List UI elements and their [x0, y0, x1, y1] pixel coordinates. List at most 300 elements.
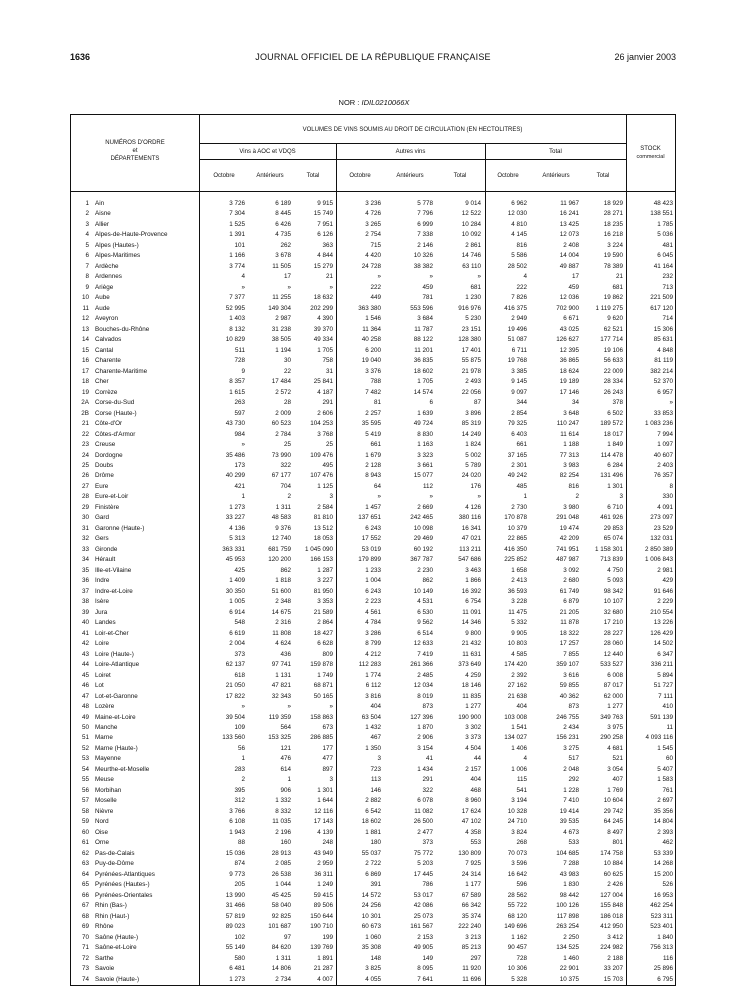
cell-total-aoc: 202 299 — [310, 304, 333, 312]
cell-anterieurs-autres: 6 078 — [417, 797, 433, 805]
cell-total-autres: 17 401 — [461, 346, 481, 354]
cell-anterieurs-total: 14 004 — [559, 252, 579, 260]
cell-octobre-total: 10 306 — [507, 965, 527, 973]
cell-octobre-total: 10 803 — [507, 640, 527, 648]
cell-anterieurs-autres: 1 705 — [417, 378, 433, 386]
cell-anterieurs-aoc: 28 — [283, 399, 291, 407]
cell-anterieurs-aoc: 97 741 — [271, 661, 291, 669]
cell-octobre-total: 11 475 — [508, 608, 527, 616]
department-name: Savoie — [95, 965, 115, 973]
cell-total-total: 18 235 — [603, 220, 623, 228]
department-name: Gard — [95, 514, 109, 522]
cell-total-total: 15 703 — [603, 975, 623, 983]
cell-octobre-autres: 2 128 — [365, 462, 381, 469]
cell-anterieurs-total: 2 680 — [563, 577, 579, 585]
cell-octobre-total: 115 — [516, 776, 527, 784]
cell-stock: 40 607 — [653, 451, 673, 459]
cell-total-autres: 130 809 — [458, 849, 481, 857]
cell-anterieurs-aoc: 6 189 — [275, 200, 291, 207]
stock-header-line-2: commercial — [636, 154, 665, 160]
department-code: 24 — [81, 451, 89, 459]
cell-anterieurs-autres: 42 086 — [413, 902, 433, 910]
department-code: 15 — [81, 346, 89, 354]
cell-octobre-autres: 5 419 — [365, 430, 381, 438]
cell-total-autres: 4 259 — [465, 671, 481, 679]
department-code: 47 — [81, 692, 89, 700]
cell-anterieurs-autres: 8 019 — [417, 692, 433, 700]
department-name: Eure-et-Loir — [95, 493, 129, 501]
cell-octobre-autres: 1 233 — [365, 566, 381, 574]
cell-total-total: 78 389 — [603, 262, 623, 270]
cell-anterieurs-autres: 3 661 — [417, 462, 433, 469]
cell-anterieurs-aoc: 8 445 — [275, 210, 291, 218]
cell-total-total: 6 502 — [607, 409, 623, 417]
cell-total-total: 1 119 275 — [595, 304, 623, 312]
cell-total-autres: 297 — [470, 954, 481, 962]
cell-anterieurs-aoc: 28 913 — [271, 849, 291, 857]
order-header — [71, 139, 199, 163]
department-name: Eure — [95, 482, 109, 490]
cell-total-total: 28 334 — [603, 378, 623, 386]
cell-stock: 41 164 — [653, 262, 673, 270]
cell-octobre-aoc: 21 050 — [225, 682, 245, 690]
cell-anterieurs-autres: 2 153 — [417, 933, 433, 941]
cell-octobre-autres: 391 — [370, 881, 381, 889]
cell-total-total: 16 218 — [603, 231, 623, 239]
cell-octobre-autres: » — [377, 493, 381, 501]
cell-octobre-total: 7 826 — [511, 294, 527, 302]
table-row — [71, 817, 675, 827]
cell-octobre-autres: 53 019 — [361, 545, 381, 553]
table-row — [71, 681, 675, 691]
cell-anterieurs-aoc: » — [287, 703, 291, 711]
cell-octobre-aoc: 10 829 — [225, 336, 245, 344]
department-code: 32 — [81, 535, 89, 543]
table-row — [71, 398, 675, 408]
cell-total-aoc: 673 — [322, 724, 333, 731]
cell-total-autres: 373 649 — [458, 661, 481, 669]
cell-octobre-autres: 715 — [370, 241, 381, 249]
cell-anterieurs-aoc: 1 — [287, 776, 291, 784]
cell-octobre-total: 28 562 — [507, 891, 527, 899]
cell-octobre-aoc: 15 036 — [225, 849, 245, 857]
cell-stock: 2 850 389 — [644, 545, 673, 553]
cell-total-aoc: 31 — [325, 367, 333, 375]
cell-anterieurs-total: 2 408 — [563, 241, 579, 249]
cell-total-aoc: 291 — [322, 399, 333, 407]
cell-anterieurs-total: 3 275 — [563, 744, 579, 752]
cell-stock: 330 — [662, 493, 673, 501]
cell-octobre-aoc: 1 391 — [229, 231, 245, 239]
cell-total-aoc: 39 370 — [313, 325, 333, 333]
cell-octobre-autres: 4 784 — [365, 619, 381, 627]
cell-anterieurs-total: 19 189 — [559, 378, 579, 386]
cell-anterieurs-autres: 17 445 — [413, 870, 433, 878]
cell-octobre-autres: 1 004 — [365, 577, 381, 585]
cell-stock: 11 — [666, 724, 673, 731]
department-code: 60 — [81, 828, 89, 836]
sub-header-octobre: Octobre — [497, 173, 519, 179]
cell-octobre-autres: 17 552 — [361, 535, 381, 543]
cell-anterieurs-total: 533 — [568, 839, 579, 847]
cell-total-autres: 11 920 — [462, 965, 481, 973]
department-name: Orne — [95, 839, 109, 847]
cell-total-total: 412 950 — [600, 923, 623, 931]
cell-stock: 481 — [662, 241, 673, 249]
cell-octobre-autres: 3 286 — [365, 629, 381, 637]
cell-anterieurs-total: 517 — [568, 755, 579, 763]
cell-total-total: 378 — [612, 399, 623, 407]
table-row — [71, 650, 675, 660]
cell-total-autres: 85 213 — [461, 944, 481, 952]
cell-anterieurs-total: 11 967 — [560, 200, 579, 207]
department-name: Meurthe-et-Moselle — [95, 765, 150, 773]
department-name: Sarthe — [95, 954, 114, 962]
department-code: 40 — [81, 619, 89, 627]
table-row — [71, 230, 675, 240]
cell-total-aoc: 15 279 — [313, 262, 333, 270]
cell-anterieurs-autres: 112 — [422, 482, 433, 490]
cell-total-total: 3 975 — [607, 724, 623, 731]
department-code: 42 — [81, 640, 89, 648]
cell-total-aoc: 3 353 — [317, 598, 333, 606]
cell-stock: 7 994 — [657, 430, 673, 438]
cell-anterieurs-aoc: 92 825 — [271, 912, 291, 920]
table-row — [71, 880, 675, 890]
cell-total-total: 713 839 — [600, 556, 623, 564]
cell-stock: 15 200 — [653, 870, 673, 878]
cell-anterieurs-autres: 8 830 — [417, 430, 433, 438]
cell-octobre-autres: 6 243 — [365, 587, 381, 595]
cell-anterieurs-autres: 3 684 — [417, 315, 433, 323]
cell-anterieurs-autres: 4 531 — [417, 598, 433, 606]
department-name: Ardèche — [95, 262, 119, 270]
cell-total-total: 1 769 — [607, 786, 623, 794]
department-name: Corse (Haute-) — [95, 409, 137, 417]
cell-total-autres: 47 021 — [461, 535, 481, 543]
cell-total-total: 18 929 — [603, 200, 623, 207]
cell-total-total: 22 009 — [603, 367, 623, 375]
cell-total-aoc: 36 311 — [314, 870, 333, 878]
cell-total-total: 19 106 — [603, 346, 623, 354]
cell-octobre-total: 9 145 — [511, 378, 527, 386]
cell-total-total: 3 224 — [607, 241, 623, 249]
cell-stock: 16 953 — [653, 891, 673, 899]
cell-total-aoc: 3 227 — [317, 577, 333, 585]
cell-octobre-total: 2 392 — [511, 671, 527, 679]
cell-total-autres: 14 249 — [461, 430, 481, 438]
cell-total-aoc: 286 885 — [310, 734, 333, 742]
cell-total-aoc: 49 334 — [313, 336, 333, 344]
cell-octobre-aoc: 7 304 — [229, 210, 245, 218]
department-name: Saône-et-Loire — [95, 944, 137, 952]
cell-octobre-aoc: 9 — [241, 367, 245, 375]
department-name: Allier — [95, 220, 109, 228]
cell-octobre-aoc: 1 615 — [229, 388, 245, 396]
cell-total-total: 349 763 — [600, 713, 623, 721]
table-row — [71, 901, 675, 911]
cell-octobre-autres: 2 257 — [365, 409, 381, 417]
department-code: 26 — [81, 472, 89, 480]
table-row — [71, 671, 675, 681]
table-row — [71, 859, 675, 869]
table-row — [71, 733, 675, 743]
cell-anterieurs-total: 2 434 — [563, 724, 579, 731]
cell-anterieurs-autres: 367 787 — [410, 556, 433, 564]
cell-anterieurs-total: 2 048 — [563, 765, 579, 773]
cell-stock: 13 226 — [653, 619, 673, 627]
cell-anterieurs-autres: 5 203 — [417, 860, 433, 868]
cell-octobre-autres: 81 — [373, 399, 381, 407]
department-name: Nord — [95, 818, 109, 826]
cell-anterieurs-aoc: 121 — [280, 744, 291, 752]
table-row — [71, 713, 675, 723]
nor-label: NOR : — [338, 98, 360, 107]
cell-total-total: 224 982 — [600, 944, 623, 952]
table-row — [71, 723, 675, 733]
cell-total-aoc: 17 143 — [313, 818, 333, 826]
department-name: Ille-et-Vilaine — [95, 566, 132, 574]
cell-anterieurs-total: 39 535 — [559, 818, 579, 826]
cell-stock: 138 551 — [650, 210, 673, 218]
department-name: Corrèze — [95, 388, 118, 396]
cell-total-aoc: 7 951 — [317, 220, 333, 228]
cell-total-aoc: 89 506 — [313, 902, 333, 910]
cell-total-aoc: 21 589 — [313, 608, 333, 616]
cell-total-total: 8 497 — [607, 828, 623, 836]
cell-total-aoc: » — [329, 283, 333, 291]
cell-stock: 5 036 — [657, 231, 673, 239]
cell-octobre-total: 27 162 — [507, 682, 527, 690]
table-row — [71, 754, 675, 764]
cell-octobre-autres: 222 — [370, 283, 381, 291]
cell-anterieurs-autres: 12 633 — [413, 640, 433, 648]
table-row — [71, 513, 675, 523]
cell-total-aoc: 1 045 090 — [304, 545, 333, 553]
cell-octobre-total: 222 — [516, 283, 527, 291]
cell-anterieurs-autres: 322 — [422, 786, 433, 794]
cell-total-aoc: 1 891 — [317, 954, 333, 962]
cell-octobre-aoc: 728 — [234, 357, 245, 365]
cell-total-total: 1 277 — [607, 703, 623, 711]
department-code: 33 — [81, 545, 89, 553]
cell-octobre-total: 5 332 — [511, 619, 527, 627]
cell-anterieurs-autres: 242 465 — [410, 514, 433, 522]
cell-octobre-aoc: 31 466 — [225, 902, 245, 910]
cell-total-total: 87 017 — [603, 682, 623, 690]
table-row — [71, 775, 675, 785]
cell-total-total: 18 017 — [603, 430, 623, 438]
department-code: 19 — [81, 388, 89, 396]
cell-anterieurs-aoc: 11 808 — [272, 629, 291, 637]
table-row — [71, 807, 675, 817]
cell-anterieurs-aoc: 6 426 — [275, 220, 291, 228]
department-name: Dordogne — [95, 451, 123, 459]
cell-total-autres: 2 493 — [465, 378, 481, 386]
cell-anterieurs-total: 18 322 — [559, 629, 579, 637]
cell-anterieurs-aoc: 14 675 — [271, 608, 291, 616]
cell-total-autres: 63 110 — [462, 262, 481, 270]
cell-octobre-aoc: 33 227 — [225, 514, 245, 522]
cell-total-aoc: 166 153 — [310, 556, 333, 564]
cell-anterieurs-aoc: » — [287, 283, 291, 291]
cell-anterieurs-autres: 12 034 — [413, 682, 433, 690]
department-code: 18 — [81, 378, 89, 386]
cell-total-aoc: 1 249 — [317, 881, 333, 889]
cell-stock: 2 393 — [657, 828, 673, 836]
cell-total-total: 1 158 301 — [594, 545, 623, 553]
cell-stock: 81 119 — [654, 357, 673, 365]
department-code: 16 — [81, 357, 89, 365]
cell-stock: 6 795 — [657, 975, 673, 983]
cell-anterieurs-aoc: 38 505 — [271, 336, 291, 344]
cell-total-aoc: 4 390 — [317, 315, 333, 323]
table-row — [71, 262, 675, 272]
cell-stock: 60 — [665, 755, 673, 763]
department-name: Maine-et-Loire — [95, 713, 136, 721]
cell-anterieurs-total: 12 395 — [559, 346, 579, 354]
department-name: Corse-du-Sud — [95, 399, 135, 407]
department-name: Loire — [95, 640, 110, 648]
cell-total-aoc: 4 844 — [317, 252, 333, 260]
cell-octobre-aoc: 283 — [234, 765, 245, 773]
cell-total-total: 10 884 — [603, 860, 623, 868]
cell-anterieurs-autres: 7 338 — [417, 231, 433, 239]
cell-anterieurs-aoc: 11 255 — [272, 294, 291, 302]
cell-octobre-total: 541 — [516, 786, 527, 794]
cell-total-aoc: 3 — [329, 776, 333, 784]
cell-anterieurs-total: 12 073 — [559, 231, 579, 239]
cell-total-total: 29 742 — [603, 807, 623, 815]
cell-octobre-aoc: 1 943 — [229, 828, 245, 836]
cell-total-total: 2 188 — [607, 954, 623, 962]
cell-stock: 410 — [662, 703, 673, 711]
cell-anterieurs-autres: 7 641 — [417, 975, 433, 983]
cell-anterieurs-aoc: 120 200 — [268, 556, 291, 564]
cell-anterieurs-total: 12 036 — [559, 294, 579, 302]
cell-octobre-aoc: 511 — [234, 346, 245, 354]
cell-anterieurs-autres: 1 639 — [417, 409, 433, 417]
cell-total-autres: 128 380 — [458, 336, 481, 344]
cell-total-aoc: 2 959 — [317, 860, 333, 868]
cell-total-autres: 11 696 — [462, 975, 481, 983]
cell-octobre-aoc: 1 166 — [229, 252, 245, 260]
cell-octobre-total: 4 810 — [511, 220, 527, 228]
cell-total-total: 681 — [612, 283, 623, 291]
cell-total-autres: 18 146 — [461, 682, 481, 690]
cell-anterieurs-aoc: 101 687 — [268, 923, 291, 931]
cell-total-aoc: 177 — [322, 744, 333, 752]
table-row — [71, 430, 675, 440]
department-code: 64 — [81, 870, 89, 878]
cell-octobre-autres: 35 308 — [361, 944, 381, 952]
cell-total-aoc: 1 749 — [317, 671, 333, 679]
sub-header-octobre: Octobre — [213, 173, 235, 179]
table-row — [71, 576, 675, 586]
table-row — [71, 241, 675, 251]
department-code: 68 — [81, 912, 89, 920]
cell-anterieurs-total: 42 209 — [559, 535, 579, 543]
cell-total-aoc: 158 863 — [310, 713, 333, 721]
cell-anterieurs-aoc: 73 990 — [271, 451, 291, 459]
cell-anterieurs-total: 2 250 — [563, 933, 579, 941]
table-row — [71, 440, 675, 450]
cell-octobre-total: 2 301 — [511, 462, 527, 469]
department-code: 56 — [81, 786, 89, 794]
table-row — [71, 975, 675, 985]
cell-octobre-autres: 6 243 — [365, 524, 381, 532]
cell-total-autres: 547 686 — [458, 556, 481, 564]
sub-header-anterieurs: Antérieurs — [256, 173, 284, 179]
cell-octobre-autres: 113 — [370, 776, 381, 784]
cell-total-aoc: 18 427 — [313, 629, 333, 637]
department-name: Rhin (Haut-) — [95, 912, 130, 920]
cell-octobre-total: 1 162 — [511, 933, 527, 941]
cell-anterieurs-total: 59 855 — [559, 682, 579, 690]
department-name: Charente — [95, 357, 121, 365]
cell-octobre-autres: 1 774 — [365, 671, 381, 679]
cell-anterieurs-aoc: 26 538 — [271, 870, 291, 878]
page-header — [70, 52, 676, 66]
cell-anterieurs-autres: 373 — [422, 839, 433, 847]
cell-octobre-total: 79 325 — [507, 420, 527, 428]
cell-octobre-total: 3 385 — [511, 367, 527, 375]
department-code: 6 — [85, 252, 89, 260]
table-row — [71, 346, 675, 356]
department-name: Cantal — [95, 346, 114, 354]
cell-anterieurs-autres: 781 — [422, 294, 433, 302]
department-code: 72 — [81, 954, 89, 962]
cell-anterieurs-autres: 49 905 — [413, 944, 433, 952]
cell-anterieurs-total: 19 474 — [559, 524, 579, 532]
cell-stock: 2 981 — [657, 566, 673, 574]
table-row — [71, 492, 675, 502]
department-code: 2 — [85, 210, 89, 218]
cell-octobre-aoc: 1 403 — [229, 315, 245, 323]
department-name: Finistère — [95, 503, 120, 511]
cell-anterieurs-total: 3 648 — [563, 409, 579, 417]
cell-octobre-aoc: 548 — [234, 619, 245, 627]
cell-octobre-autres: 8 799 — [365, 640, 381, 648]
cell-total-aoc: 18 053 — [313, 535, 333, 543]
cell-octobre-aoc: 9 773 — [229, 870, 245, 878]
cell-anterieurs-aoc: 12 740 — [271, 535, 291, 543]
department-name: Cher — [95, 378, 109, 386]
cell-anterieurs-autres: 15 077 — [413, 472, 433, 480]
department-name: Marne — [95, 734, 113, 742]
department-name: Manche — [95, 724, 118, 731]
department-code: 34 — [81, 556, 89, 564]
cell-total-total: 28 060 — [603, 640, 623, 648]
cell-total-total: 10 107 — [603, 598, 623, 606]
cell-octobre-aoc: 6 481 — [229, 965, 245, 973]
cell-anterieurs-autres: 1 870 — [417, 724, 433, 731]
cell-total-total: 3 — [619, 493, 623, 501]
table-row — [71, 251, 675, 261]
cell-octobre-aoc: 1 — [241, 755, 245, 763]
department-code: 59 — [81, 818, 89, 826]
department-code: 4 — [85, 231, 89, 239]
nor-reference — [0, 98, 748, 107]
department-code: 14 — [81, 336, 89, 344]
cell-total-aoc: 3 768 — [317, 430, 333, 438]
cell-octobre-total: 4 585 — [511, 650, 527, 658]
cell-total-aoc: 248 — [322, 839, 333, 847]
cell-octobre-autres: 148 — [370, 954, 381, 962]
cell-total-autres: 9 800 — [465, 629, 481, 637]
cell-anterieurs-total: 134 525 — [556, 944, 579, 952]
cell-total-aoc: 190 710 — [310, 923, 333, 931]
